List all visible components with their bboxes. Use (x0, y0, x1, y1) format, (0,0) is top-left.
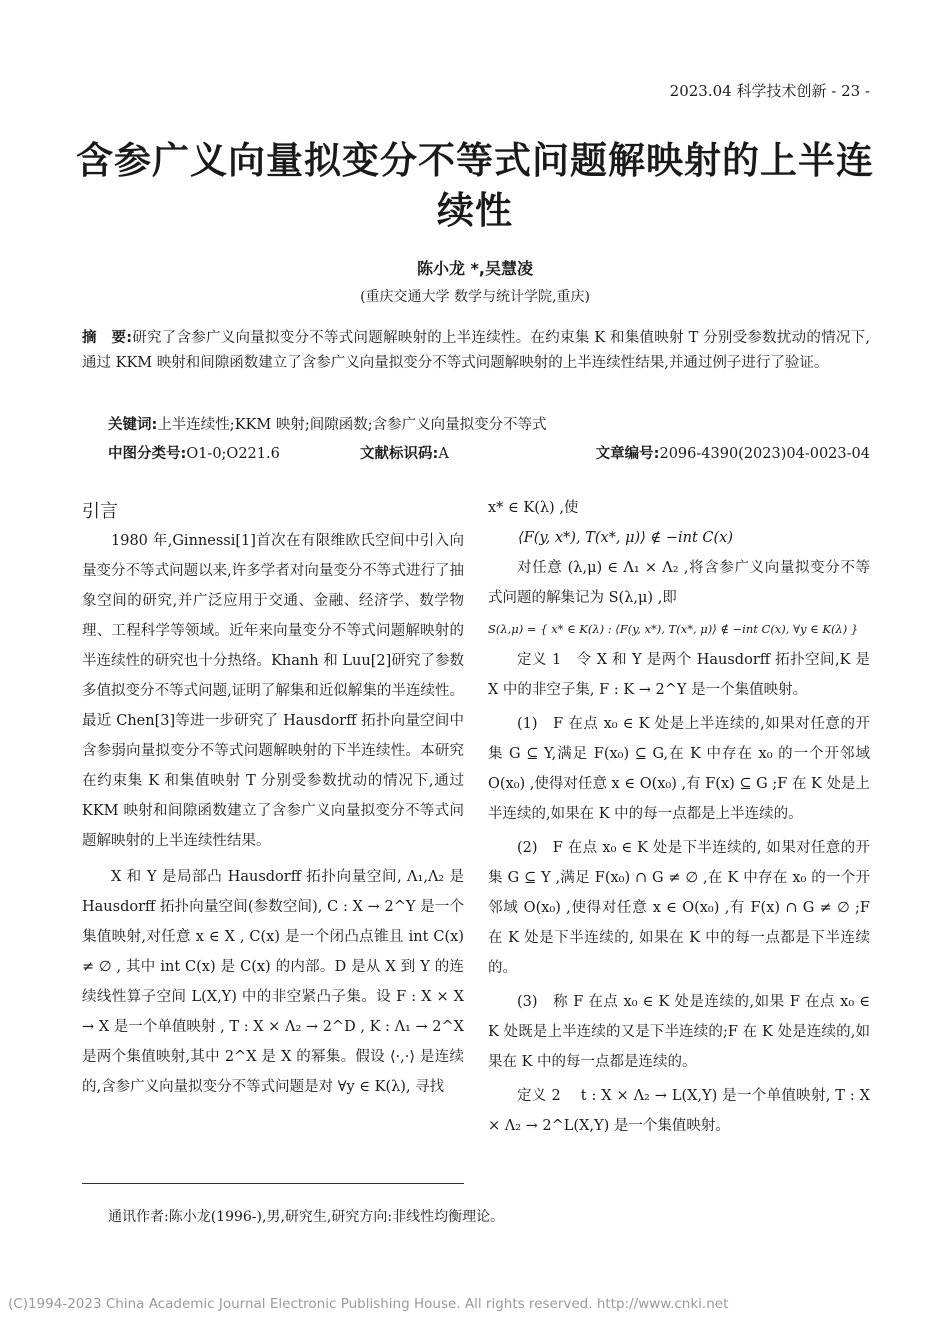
abstract-label: 摘 要: (82, 330, 133, 346)
keywords (108, 413, 547, 434)
definition-2: 定义 2 t : X × Λ₂ → L(X,Y) 是一个单值映射, T : X × Λ₂ → 2^L(X,Y) 是一个集值映射。 (488, 1088, 870, 1134)
left-column (82, 526, 464, 1102)
definition-1: 定义 1 令 X 和 Y 是两个 Hausdorff 拓扑空间,K 是 X 中的非空子集, F : K → 2^Y 是一个集值映射。 (488, 652, 870, 698)
author-list: 陈小龙 *,吴慧凌 (416, 259, 534, 278)
keywords-label: 关键词: (108, 417, 158, 433)
running-header: 2023.04 科学技术创新 - 23 - (669, 82, 870, 100)
art-value: 2096-4390(2023)04-0023-04 (659, 446, 870, 462)
art-label: 文章编号: (595, 446, 660, 462)
solution-set-equation: S(λ,μ) = { x* ∈ K(λ) : ⟨F(y, x*), T(x*, μ)⟩ ∉ −int C(x), ∀y ∈ K(λ) } (488, 622, 859, 636)
clc-label: 中图分类号: (108, 446, 187, 462)
section-heading-intro: 引言 (82, 501, 118, 522)
article-number (596, 442, 870, 463)
clc-number (108, 442, 280, 463)
definition-1-item-2: (2) F 在点 x₀ ∈ K 处是下半连续的, 如果对任意的开集 G ⊆ Y ,满足 F(x₀) ∩ G ≠ ∅ ,在 K 中存在 x₀ 的一个开邻域 O(x₀) ,使得对任意 x ∈ O(x₀) ,有 F(x) ∩ G ≠ ∅ ;F 在 K 处是下半连续的, 如果在 K 中的每一点都是下半连续的。 (488, 840, 870, 976)
solution-set-paragraph: 对任意 (λ,μ) ∈ Λ₁ × Λ₂ ,将含参广义向量拟变分不等式问题的解集记为 S(λ,μ) ,即 (488, 560, 870, 606)
corresponding-author-note: 通讯作者:陈小龙(1996-),男,研究生,研究方向:非线性均衡理论。 (108, 1209, 505, 1225)
clc-value: O1-0;O221.6 (186, 446, 280, 462)
intro-paragraph-2: X 和 Y 是局部凸 Hausdorff 拓扑向量空间, Λ₁,Λ₂ 是 Hausdorff 拓扑向量空间(参数空间), C : X → 2^Y 是一个集值映射,对任意 x ∈ X , C(x) 是一个闭凸点锥且 int C(x) ≠ ∅ , 其中 int C(x) 是 C(x) 的内部。D 是从 X 到 Y 的连续线性算子空间 L(X,Y) 中的非空紧凸子集。设 F : X × X → X 是一个单值映射 , T : X × Λ₂ → 2^D , K : Λ₁ → 2^X 是两个集值映射,其中 2^X 是 X 的幂集。假设 ⟨·,·⟩ 是连续的,含参广义向量拟变分不等式问题是对 ∀y ∈ K(λ), 寻找 (82, 869, 464, 1095)
doc-label: 文献标识码: (360, 446, 439, 462)
definition-1-item-3: (3) 称 F 在点 x₀ ∈ K 处是连续的,如果 F 在点 x₀ ∈ K 处既是上半连续的又是下半连续的;F 在 K 处是连续的,如果在 K 中的每一点都是连续的。 (488, 994, 870, 1070)
intro-paragraph-1: 1980 年,Ginnessi[1]首次在有限维欧氏空间中引入向量变分不等式问题以来,许多学者对向量变分不等式进行了抽象空间的研究,并广泛应用于交通、金融、经济学、数学物理、工程科学等领域。近年来向量变分不等式问题解映射的半连续性的研究也十分热络。Khanh 和 Luu[2]研究了参数多值拟变分不等式问题,证明了解集和近似解集的半连续性。最近 Chen[3]等进一步研究了 Hausdorff 拓扑向量空间中含参弱向量拟变分不等式问题解映射的下半连续性。本研究在约束集 K 和集值映射 T 分别受参数扰动的情况下,通过 KKM 映射和间隙函数建立了含参广义向量拟变分不等式问题解映射的上半连续性结果。 (82, 533, 464, 849)
footnote-rule (82, 1183, 464, 1184)
right-column (488, 493, 870, 1141)
abstract (82, 326, 870, 376)
copyright-line: (C)1994-2023 China Academic Journal Electronic Publishing House. All rights reserved. http://www.cnki.net (8, 1296, 729, 1312)
definition-1-item-1: (1) F 在点 x₀ ∈ K 处是上半连续的,如果对任意的开集 G ⊆ Y,满足 F(x₀) ⊆ G,在 K 中存在 x₀ 的一个开邻域 O(x₀) ,使得对任意 x ∈ O(x₀) ,有 F(x) ⊆ G ;F 在 K 处是上半连续的,如果在 K 中的每一点都是上半连续的。 (488, 716, 870, 822)
doc-value: A (438, 446, 449, 462)
seek-line: x* ∈ K(λ) ,使 (488, 500, 579, 516)
affiliation: (重庆交通大学 数学与统计学院,重庆) (360, 289, 590, 305)
inequality-1: ⟨F(y, x*), T(x*, μ)⟩ ∉ −int C(x) (518, 530, 733, 546)
paper-title: 含参广义向量拟变分不等式问题解映射的上半连续性 (76, 139, 874, 232)
document-code (360, 442, 449, 463)
keywords-text: 上半连续性;KKM 映射;间隙函数;含参广义向量拟变分不等式 (157, 417, 547, 433)
abstract-text: 研究了含参广义向量拟变分不等式问题解映射的上半连续性。在约束集 K 和集值映射 T 分别受参数扰动的情况下, 通过 KKM 映射和间隙函数建立了含参广义向量拟变分不等式问题解映射的上半连续性结果,并通过例子进行了验证。 (82, 330, 870, 371)
